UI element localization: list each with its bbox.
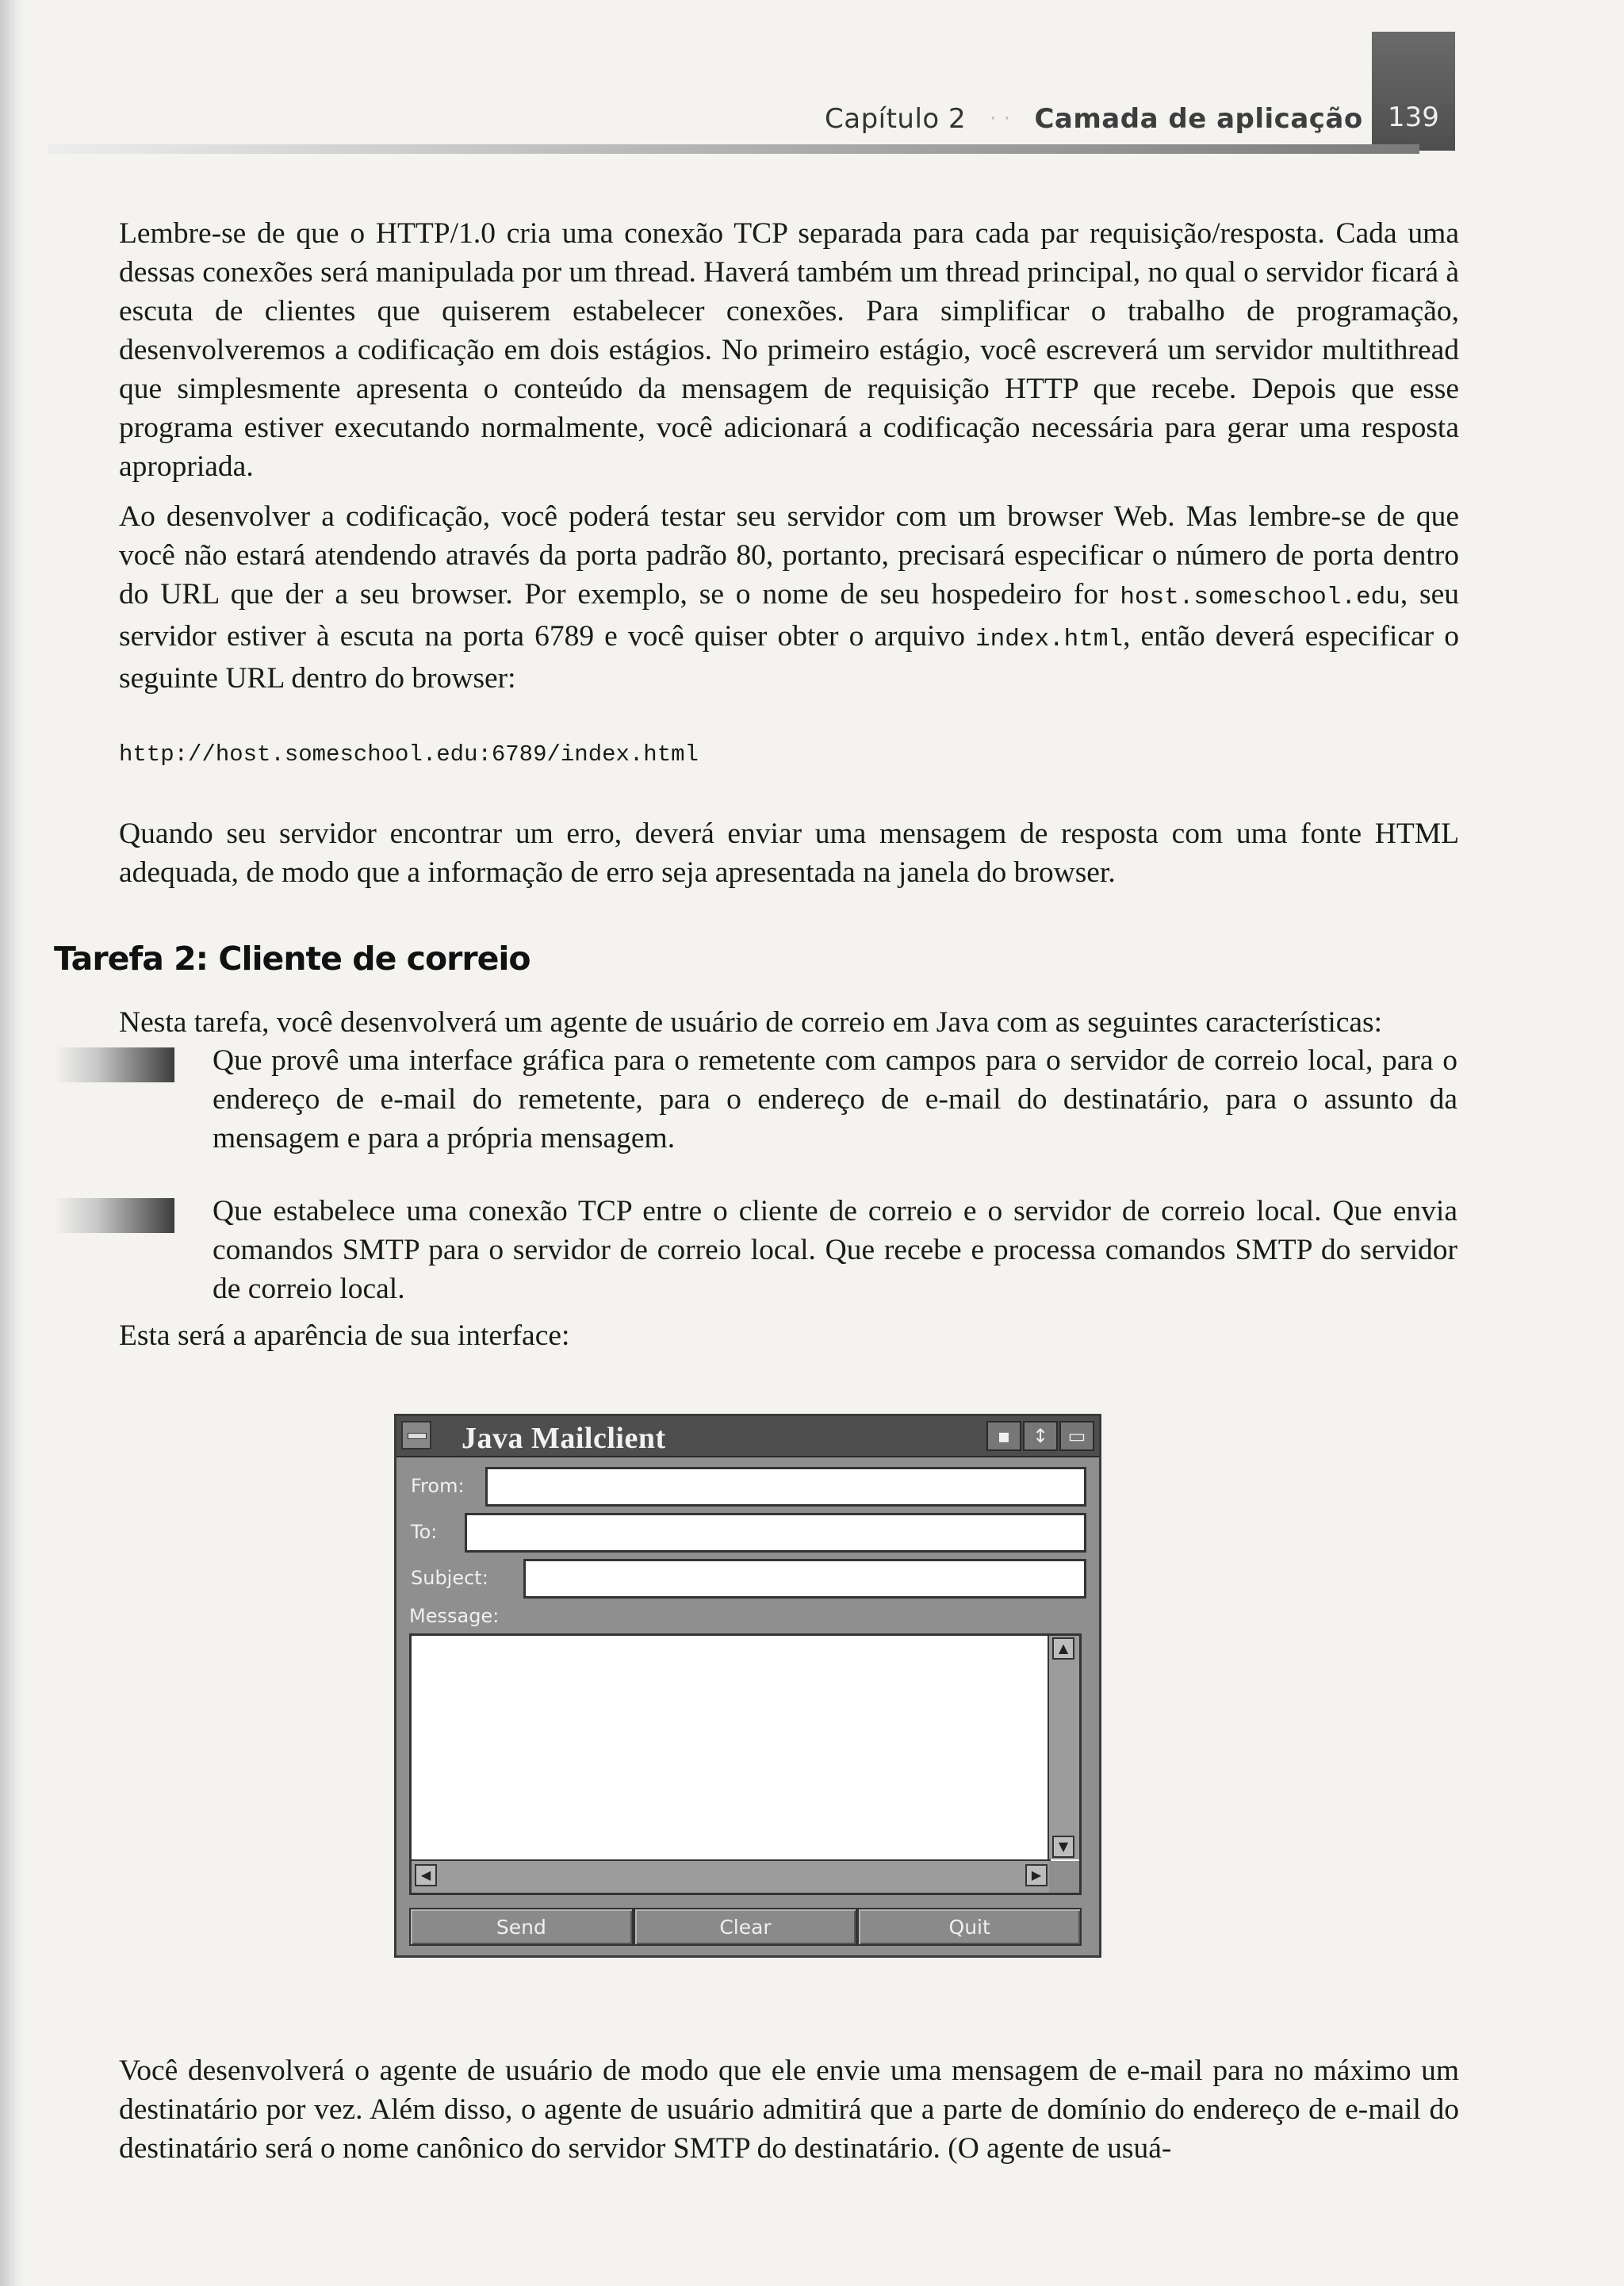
button-row (409, 1908, 1082, 1947)
text-run: Ao desenvolver a codificação, você poderá testar seu servidor com um browser Web. Mas lembre-se de que você não estará atendendo através da porta padrão 80, portanto, precisará especificar o número de porta dentro do URL que der a seu browser. Por exemplo, se o nome de seu hospedeiro for (119, 500, 1459, 611)
text-run: , então deverá especificar o seguinte URL dentro do browser: (119, 620, 1459, 695)
bullet-text: Que provê uma interface gráfica para o remetente com campos para o servidor de correio local, para o endereço de e-mail do remetente, para o endereço de e-mail do destinatário, para o assunto da mensagem e para a própria mensagem. (213, 1044, 1457, 1154)
horizontal-scrollbar[interactable] (412, 1859, 1051, 1893)
paragraph-single-recipient (119, 2051, 1459, 2168)
scroll-down-icon[interactable]: ▼ (1052, 1836, 1074, 1858)
subject-input[interactable] (523, 1559, 1086, 1599)
to-input[interactable] (465, 1513, 1086, 1553)
window-body (396, 1457, 1099, 1955)
page-number: 139 (1388, 101, 1439, 133)
paragraph-text: Você desenvolverá o agente de usuário de modo que ele envie uma mensagem de e-mail para no máximo um destinatário por vez. Além disso, o agente de usuário admitirá que a parte de domínio do endereço de e-mail do destinatário será o nome canônico do servidor SMTP do destinatário. (O agente de usuá- (119, 2054, 1459, 2165)
window-title: Java Mailclient (462, 1422, 666, 1455)
paragraph-text: Esta será a aparência de sua interface: (119, 1319, 570, 1352)
scroll-up-icon[interactable]: ▲ (1052, 1637, 1074, 1660)
page-number-tab (1372, 32, 1455, 151)
section-heading: Tarefa 2: Cliente de correio (54, 940, 530, 978)
bullet-item-gui (54, 1041, 1457, 1158)
vertical-scrollbar[interactable] (1048, 1636, 1079, 1859)
bullet-marker (54, 1198, 174, 1233)
paragraph-text (119, 497, 1459, 698)
window-titlebar[interactable] (396, 1416, 1099, 1457)
text-run: , seu servidor estiver à escuta na porta 6789 e você quiser obter o arquivo (119, 578, 1459, 653)
mailclient-window (394, 1414, 1101, 1958)
message-label: Message: (409, 1605, 500, 1627)
message-area (409, 1633, 1082, 1895)
paragraph-interface-intro (119, 1316, 1459, 1355)
scroll-left-icon[interactable]: ◀ (415, 1864, 437, 1886)
bullet-text: Que estabelece uma conexão TCP entre o cliente de correio e o servidor de correio local. Que envia comandos SMTP para o servidor de correio local. Que recebe e processa comandos SMTP do servidor de correio local. (213, 1195, 1457, 1305)
chapter-label: Capítulo 2 (825, 103, 967, 135)
window-menu-button[interactable] (401, 1421, 431, 1449)
close-icon[interactable]: ▭ (1059, 1421, 1094, 1451)
paragraph-browser-testing (119, 497, 1459, 698)
from-label: From: (411, 1475, 465, 1497)
to-row (406, 1510, 1091, 1554)
paragraph-error-handling (119, 814, 1459, 892)
subject-label: Subject: (411, 1567, 488, 1589)
separator-dots: · · (990, 107, 1011, 131)
bullet-marker (54, 1047, 174, 1082)
bullet-item-tcp (54, 1192, 1457, 1308)
send-button[interactable]: Send (409, 1908, 634, 1946)
spine-shadow (0, 0, 27, 2286)
paragraph-task-intro (119, 1003, 1459, 1042)
iconify-icon[interactable]: ▪ (986, 1421, 1021, 1451)
paragraph-threads (119, 214, 1459, 486)
maximize-icon[interactable]: ↕ (1023, 1421, 1058, 1451)
clear-button[interactable]: Clear (634, 1908, 858, 1946)
from-row (406, 1464, 1091, 1508)
running-head (825, 101, 1380, 136)
scroll-corner (1049, 1861, 1079, 1893)
quit-button[interactable]: Quit (857, 1908, 1082, 1946)
scroll-right-icon[interactable]: ▶ (1025, 1864, 1048, 1886)
message-textarea[interactable] (412, 1636, 1049, 1858)
from-input[interactable] (485, 1467, 1086, 1507)
chapter-title: Camada de aplicação (1034, 103, 1363, 135)
paragraph-text: Nesta tarefa, você desenvolverá um agente de usuário de correio em Java com as seguintes características: (119, 1006, 1383, 1039)
subject-row (406, 1556, 1091, 1600)
paragraph-text: Quando seu servidor encontrar um erro, deverá enviar uma mensagem de resposta com uma fonte HTML adequada, de modo que a informação de erro seja apresentada na janela do browser. (119, 818, 1459, 889)
paragraph-text: Lembre-se de que o HTTP/1.0 cria uma conexão TCP separada para cada par requisição/resposta. Cada uma dessas conexões será manipulada por um thread. Haverá também um thread principal, no qual o servidor ficará à escuta de clientes que quiserem estabelecer conexões. Para simplificar o trabalho de programação, desenvolveremos a codificação em dois estágios. No primeiro estágio, você escreverá um servidor multithread que simplesmente apresenta o conteúdo da mensagem de requisição HTTP que recebe. Depois que esse programa estiver executando normalmente, você adicionará a codificação necessária para gerar uma resposta apropriada. (119, 217, 1459, 483)
header-rule (48, 144, 1419, 154)
example-url: http://host.someschool.edu:6789/index.html (119, 741, 699, 768)
file-name: index.html (975, 626, 1124, 653)
host-name: host.someschool.edu (1120, 584, 1400, 611)
to-label: To: (411, 1521, 438, 1543)
